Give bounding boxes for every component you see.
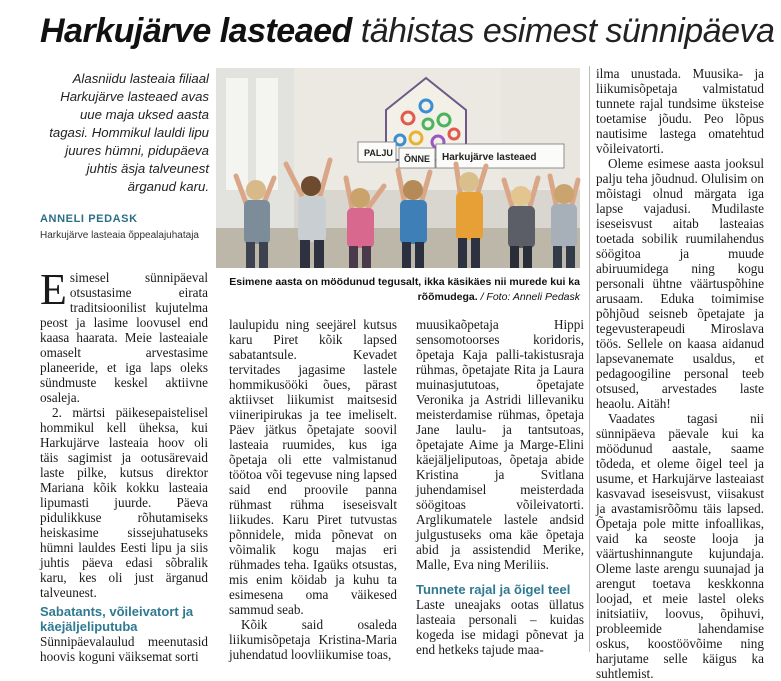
- subhead-sabatants: Sabatants, võileivatort ja käejäljeliputuba: [40, 604, 194, 634]
- article-column-4: [596, 66, 764, 681]
- headline: [40, 10, 774, 52]
- lede-text: Alasniidu lasteaia filiaal Harkujärve lasteaed avas uue maja uksed aasta tagasi. Hommikul lauldi lipu juures hümni, pidupäeva juhtis äsja talveunest ärganud karu.: [49, 71, 209, 194]
- author-name: ANNELI PEDASK: [40, 213, 138, 225]
- photo-sign-left: PALJU: [364, 148, 393, 158]
- col3-paragraph-2: Laste uneajaks ootas üllatus lasteaia personali – kuidas kogeda ise midagi põnevat ja end hetkeks tajude maa-: [416, 597, 584, 657]
- article-column-3: [416, 317, 584, 657]
- caption-credit: / Foto: Anneli Pedask: [480, 291, 580, 303]
- col4-paragraph-3: Vaadates tagasi nii sünnipäeva päevale kui ka möödunud aastale, saame tõdeda, et oleme õigel teel ja usume, et Harkujärve lasteaiast kasvavad iseseisvust, viisakust ja avastamisrõõmu täis lapsed. Õpetaja pole mitte infoallikas, vaid ka seoste looja ja väärtushinnangute kujundaja. Oleme laste arengu suunajad ja arengut toetava keskkonna loojad, et meie lastel oleks initsiatiiv, loovus, õpihuvi, probleemide lahendamise oskus, koostöövõime ning harjutame selle käigus ka suhtlemist.: [596, 411, 764, 681]
- col2-paragraph-1: laulupidu ning seejärel kutsus karu Piret kõik lapsed sabatantsule. Kevadet tervitades jagasime lastele hommikusööki õues, pärast aktiivset liikumist maitsesid viineripirukas ja tee imeliselt. Päev jätkus õpetajate soovil lasteaia ruumides, kus iga õpetaja oli ette valmistanud töötoa või tegevuse ning lapsed said end proovile panna rühmast rühma iseseisvalt liikudes. Karu Piret tutvustas põnnidele, mida põnevat on võimalik kogu majas eri rühmades teha. Igaüks otsustas, mis enim köidab ja kuhu ta esimesena oma väikesed sammud seab.: [229, 317, 397, 617]
- col1-paragraph-2: 2. märtsi päikesepaistelisel hommikul kell üheksa, kui Harkujärve lasteaia hoov oli täis sagimist ja ootusärevaid laste pilke, kutsus direktor Mariana kõik kokku lasteaia lipumasti juurde. Päeva pidulikkuse rõhutamiseks heiskasime sissejuhatuseks hümni lauldes Eesti lipu ja siis juhtis päeva edasi sõbralik karu, kes oli just ärganud talveunest.: [40, 405, 208, 600]
- drop-cap: E: [40, 265, 67, 314]
- col4-paragraph-2: Oleme esimese aasta jooksul palju teha jõudnud. Olulisim on mõistagi olnud märgata iga lapse vajadusi. Mudilaste iseseisvust aitab lasteaias toetada sobilik ruumilahendus söögitoa ja muude abiruumidega ning kogu personali ühtne väärtuspõhine arusaam. Eduka toimimise põhjõud seisneb õpetajate ja tegevusterapeudi Miroslava töös. Sellele on kaasa aidanud lapsevanemate usaldus, et pedagoogiline personal teeb otsused, arvestades laste heaolu. Aitäh!: [596, 156, 764, 411]
- caption-text: Esimene aasta on möödunud tegusalt, ikka käsikäes nii murede kui ka rõõmudega.: [229, 276, 580, 303]
- col2-paragraph-2: Kõik said osaleda liikumisõpetaja Kristina-Maria juhendatud loovliikumise toas,: [229, 617, 397, 662]
- headline-rest: tähistas esimest sünnipäeva: [360, 12, 775, 50]
- author-role: Harkujärve lasteaia õppealajuhataja: [40, 230, 199, 241]
- subhead-tunnete-rajal: Tunnete rajal ja õigel teel: [416, 582, 571, 597]
- photo-sign-right: Harkujärve lasteaed: [442, 152, 537, 163]
- photo-caption: [216, 275, 580, 305]
- headline-bold: Harkujärve lasteaed: [40, 12, 352, 50]
- col3-paragraph-1: muusikaõpetaja Hippi sensomotoorses koridoris, õpetaja Kaja palli-takistusraja rühmas, õpetajate Rita ja Laura muinasjututoas, õpetajate Veronika ja Astridi lillevaniku meisterdamise rühmas, õpetaja Jane laulu- ja tantsutoas, õpetajate Aime ja Marge-Elini käejäljeliputoas, õpetaja abide Kristina ja Svitlana juhendamisel meisterdada söögitoas võileivatorti. Arglikumatele lastele andsid julgustuseks oma käe õpetaja abid ja assistendid Merike, Malle, Eva ning Meriliis.: [416, 317, 584, 572]
- col1-paragraph-1: simesel sünnipäeval otsustasime eirata traditsioonilist kujutelma peost ja lasime loovusel end kaasa haarata. Meie lasteaiale omaselt arvestasime planeeride, et iga laps oleks sündmuste keskel aktiivne osaleja.: [40, 270, 208, 405]
- col4-paragraph-1: ilma unustada. Muusika- ja liikumisõpetaja valmistatud tunnete rajal tundsime üksteise toetamise jõudu. Peo lõpus nautisime lastega omatehtud võileivatorti.: [596, 66, 764, 156]
- article-column-1: [40, 265, 208, 664]
- article-photo: [216, 68, 580, 268]
- column-rule: [589, 66, 590, 652]
- article-column-2: [229, 317, 397, 662]
- photo-sign-mid: ÕNNE: [404, 154, 431, 164]
- col1-paragraph-3: Sünnipäevalaulud meenutasid hoovis koguni väiksemat sorti: [40, 634, 208, 664]
